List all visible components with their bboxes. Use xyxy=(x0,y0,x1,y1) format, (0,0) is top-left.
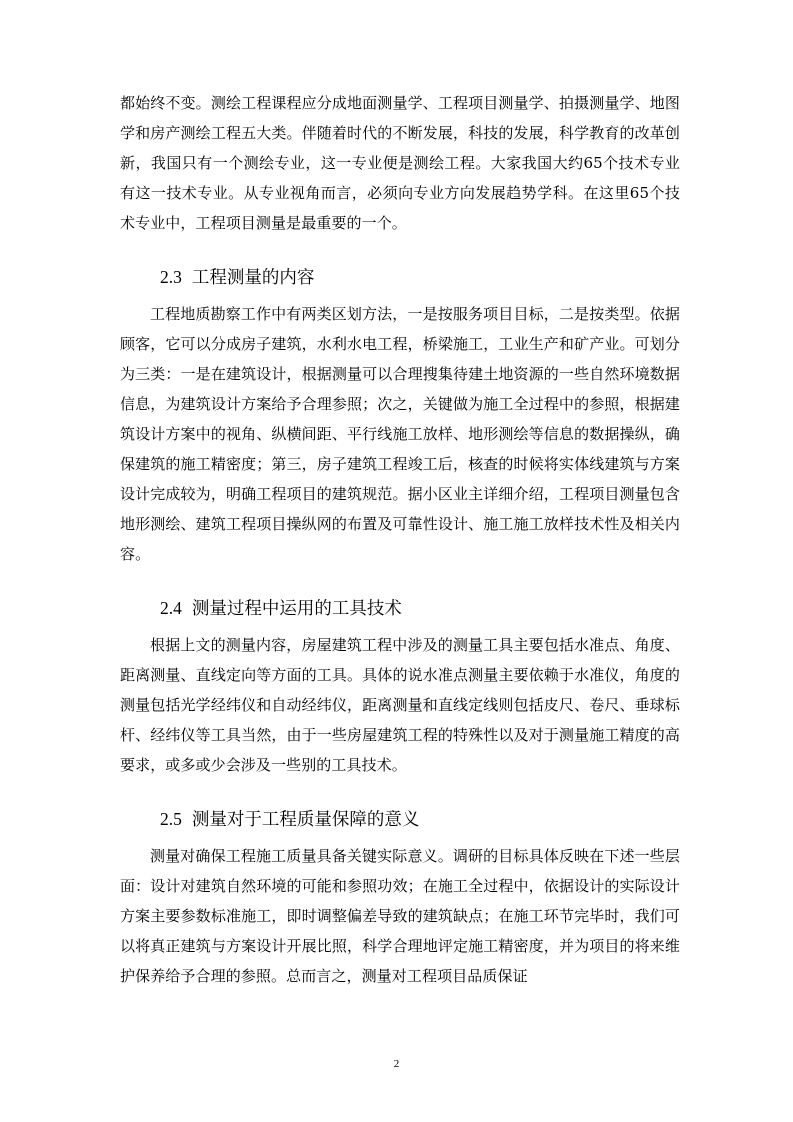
page-body xyxy=(120,88,680,991)
section-paragraph-2-5: 测量对确保工程施工质量具备关键实际意义。调研的目标具体反映在下述一些层面：设计对建筑自然环境的可能和参照功效；在施工全过程中，依据设计的实际设计方案主要参数标准施工，即时调整偏差导致的建筑缺点；在施工环节完毕时，我们可以将真正建筑与方案设计开展比照，科学合理地评定施工精密度，并为项目的将来维护保养给予合理的参照。总而言之，测量对工程项目品质保证 xyxy=(120,847,680,985)
section-heading-2-4 xyxy=(120,591,680,626)
section-heading-2-5 xyxy=(120,802,680,837)
section-paragraph-2-4: 根据上文的测量内容，房屋建筑工程中涉及的测量工具主要包括水准点、角度、距离测量、直线定向等方面的工具。具体的说水准点测量主要依赖于水准仪，角度的测量包括光学经纬仪和自动经纬仪，距离测量和直线定线则包括皮尺、卷尺、垂球标杆、经纬仪等工具当然，由于一些房屋建筑工程的特殊性以及对于测量施工精度的高要求，或多或少会涉及一些别的工具技术。 xyxy=(120,636,680,774)
page-number: 2 xyxy=(393,1058,400,1070)
section-number: 2.4 xyxy=(160,598,182,618)
section-title: 测量过程中运用的工具技术 xyxy=(191,599,402,619)
section-paragraph-2-3: 工程地质勘察工作中有两类区划方法，一是按服务项目目标，二是按类型。依据顾客，它可以分成房子建筑，水利水电工程，桥梁施工，工业生产和矿产业。可划分为三类：一是在建筑设计，根据测量可以合理搜集待建土地资源的一些自然环境数据信息，为建筑设计方案给予合理参照；次之，关键做为施工全过程中的参照，根据建筑设计方案中的视角、纵横间距、平行线施工放样、地形测绘等信息的数据操纵，确保建筑的施工精密度；第三，房子建筑工程竣工后，核查的时候将实体线建筑与方案设计完成较为，明确工程项目的建筑规范。据小区业主详细介绍，工程项目测量包含地形测绘、建筑工程项目操纵网的布置及可靠性设计、施工施工放样技术性及相关内容。 xyxy=(120,305,680,563)
section-title: 工程测量的内容 xyxy=(191,268,315,288)
section-title: 测量对于工程质量保障的意义 xyxy=(191,810,420,830)
section-number: 2.5 xyxy=(160,809,182,829)
section-number: 2.3 xyxy=(160,267,182,287)
intro-paragraph: 都始终不变。测绘工程课程应分成地面测量学、工程项目测量学、拍摄测量学、地图学和房产测绘工程五大类。伴随着时代的不断发展，科技的发展，科学教育的改革创新，我国只有一个测绘专业，这一专业便是测绘工程。大家我国大约65个技术专业有这一技术专业。从专业视角而言，必须向专业方向发展趋势学科。在这里65个技术专业中，工程项目测量是最重要的一个。 xyxy=(120,94,680,232)
section-heading-2-3 xyxy=(120,260,680,295)
